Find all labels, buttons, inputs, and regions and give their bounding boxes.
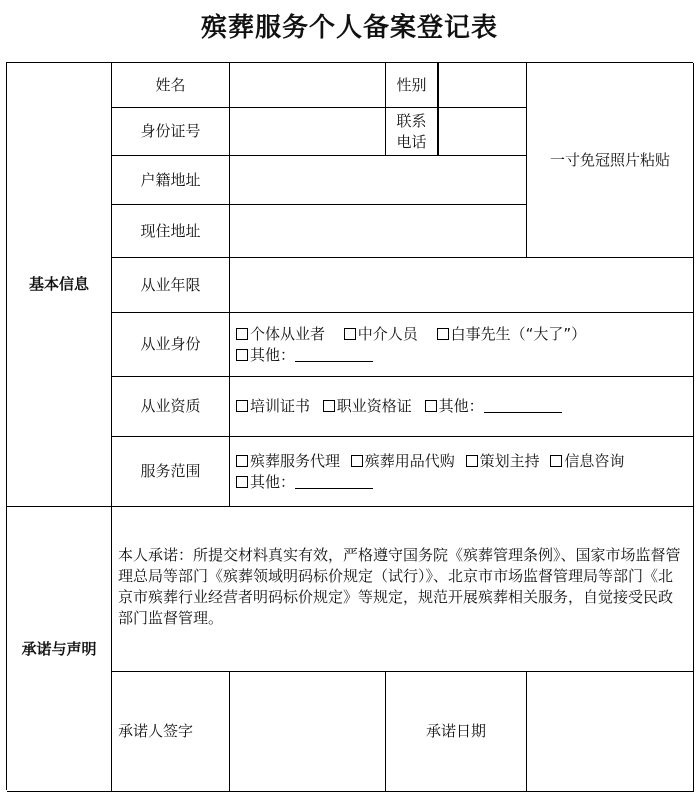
identity-options xyxy=(230,313,694,377)
qualification-option-vocational[interactable]: 职业资格证 xyxy=(323,397,412,415)
phone-label-line2: 电话 xyxy=(396,132,427,151)
service-options-line2 xyxy=(236,472,373,493)
form-title: 殡葬服务个人备案登记表 xyxy=(200,13,498,43)
identity-option-individual[interactable]: 个体从业者 xyxy=(236,325,325,343)
checkbox-icon[interactable] xyxy=(351,455,363,467)
section-label-basic-info: 基本信息 xyxy=(7,63,112,507)
service-scope-label: 服务范围 xyxy=(112,437,230,507)
service-other-blank[interactable] xyxy=(295,474,373,489)
qualification-options xyxy=(230,377,694,437)
gender-value-field[interactable] xyxy=(438,63,527,108)
checkbox-icon[interactable] xyxy=(236,328,248,340)
service-scope-options xyxy=(230,437,694,507)
section-label-pledge: 承诺与声明 xyxy=(7,507,112,792)
signer-signature-field[interactable] xyxy=(230,672,386,792)
identity-options-line2 xyxy=(236,345,373,366)
service-option-purchasing[interactable]: 殡葬用品代购 xyxy=(351,452,455,470)
service-option-hosting[interactable]: 策划主持 xyxy=(466,452,540,470)
checkbox-icon[interactable] xyxy=(437,328,449,340)
checkbox-icon[interactable] xyxy=(236,476,248,488)
identity-option-agent[interactable]: 中介人员 xyxy=(344,325,418,343)
checkbox-icon[interactable] xyxy=(323,400,335,412)
checkbox-icon[interactable] xyxy=(466,455,478,467)
qualification-label: 从业资质 xyxy=(112,377,230,437)
checkbox-icon[interactable] xyxy=(550,455,562,467)
qualification-option-training[interactable]: 培训证书 xyxy=(236,397,310,415)
identity-other-blank[interactable] xyxy=(295,347,373,362)
service-option-consulting[interactable]: 信息咨询 xyxy=(550,452,624,470)
qualification-options-line xyxy=(236,396,562,417)
service-option-agency[interactable]: 殡葬服务代理 xyxy=(236,452,340,470)
identity-option-funeral-master[interactable]: 白事先生（“大了”） xyxy=(437,325,587,343)
name-label: 姓名 xyxy=(112,63,230,108)
identity-options-line1 xyxy=(236,324,600,345)
pledge-text: 本人承诺：所提交材料真实有效，严格遵守国务院《殡葬管理条例》、国家市场监督管理总局等部门《殡葬领域明码标价规定（试行）》、北京市市场监督管理局等部门《北京市殡葬行业经营者明码标价规定》等规定，规范开展殡葬相关服务，自觉接受民政部门监督管理。 xyxy=(112,507,694,672)
signer-label: 承诺人签字 xyxy=(112,672,230,792)
pledge-date-field[interactable] xyxy=(527,672,694,792)
years-field[interactable] xyxy=(230,258,694,313)
identity-option-other[interactable]: 其他： xyxy=(236,346,373,364)
gender-label: 性别 xyxy=(386,63,438,108)
name-value-field[interactable] xyxy=(230,63,386,108)
current-address-label: 现住地址 xyxy=(112,205,230,258)
years-label: 从业年限 xyxy=(112,258,230,313)
service-options-line1 xyxy=(236,451,624,472)
registration-form-table xyxy=(6,62,693,790)
phone-value-field[interactable] xyxy=(438,108,527,156)
phone-label xyxy=(386,108,438,156)
qualification-other-blank[interactable] xyxy=(484,398,562,413)
checkbox-icon[interactable] xyxy=(344,328,356,340)
checkbox-icon[interactable] xyxy=(425,400,437,412)
household-address-field[interactable] xyxy=(230,156,527,205)
id-number-label: 身份证号 xyxy=(112,108,230,156)
current-address-field[interactable] xyxy=(230,205,527,258)
photo-placeholder[interactable]: 一寸免冠照片粘贴 xyxy=(527,63,694,258)
checkbox-icon[interactable] xyxy=(236,400,248,412)
pledge-date-label: 承诺日期 xyxy=(386,672,527,792)
household-address-label: 户籍地址 xyxy=(112,156,230,205)
id-number-value-field[interactable] xyxy=(230,108,386,156)
service-option-other[interactable]: 其他： xyxy=(236,473,373,491)
identity-label: 从业身份 xyxy=(112,313,230,377)
checkbox-icon[interactable] xyxy=(236,455,248,467)
qualification-option-other[interactable]: 其他： xyxy=(425,397,562,415)
checkbox-icon[interactable] xyxy=(236,349,248,361)
phone-label-line1: 联系 xyxy=(396,111,427,130)
